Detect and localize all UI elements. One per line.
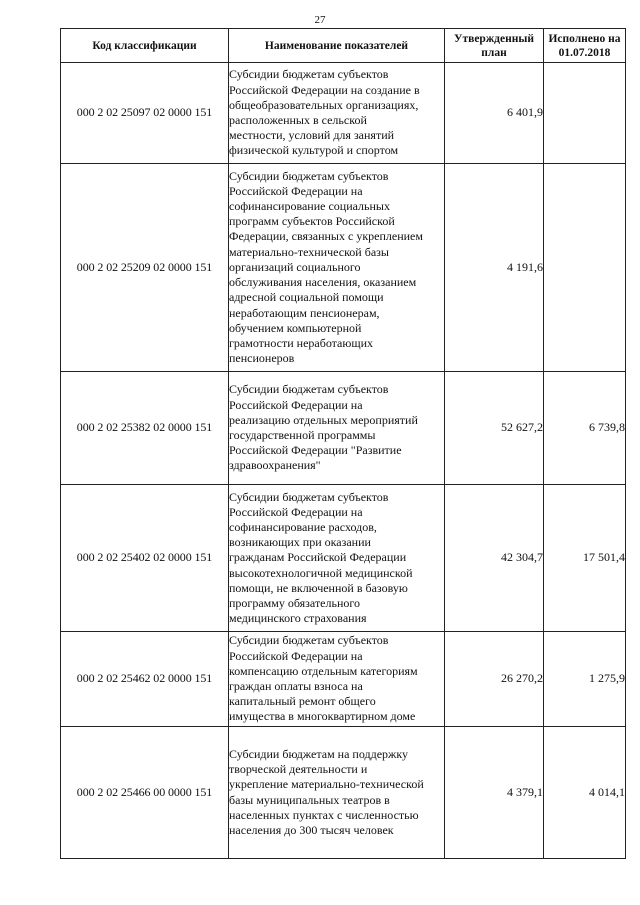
indicator-name-cell <box>229 63 445 164</box>
indicator-name-line: имущества в многоквартирном доме <box>229 709 416 724</box>
page-number: 27 <box>314 14 326 26</box>
approved-plan-cell: 4 379,1 <box>445 727 544 859</box>
approved-plan-cell: 6 401,9 <box>445 63 544 164</box>
indicator-name-line: творческой деятельности и <box>229 762 368 777</box>
indicator-name-line: медицинского страхования <box>229 611 367 626</box>
indicator-name-line: Российской Федерации на <box>229 397 363 412</box>
header-indicator-name: Наименование показателей <box>229 29 445 63</box>
indicator-name-cell <box>229 372 445 485</box>
indicator-name-line: софинансирование расходов, <box>229 519 377 534</box>
header-approved-plan: Утвержденный план <box>445 29 544 63</box>
indicator-name-line: Субсидии бюджетам субъектов <box>229 67 389 82</box>
indicator-name-line: высокотехнологичной медицинской <box>229 565 413 580</box>
executed-cell: 4 014,1 <box>544 727 626 859</box>
indicator-name-line: Федерации, связанных с укреплением <box>229 229 423 244</box>
executed-cell <box>544 164 626 372</box>
classification-code-cell: 000 2 02 25466 00 0000 151 <box>61 727 229 859</box>
table-row <box>61 372 626 485</box>
indicator-name-line: софинансирование социальных <box>229 199 390 214</box>
indicator-name-line: помощи, не включенной в базовую <box>229 580 408 595</box>
indicator-name-line: Субсидии бюджетам субъектов <box>229 489 389 504</box>
indicator-name-line: государственной программы <box>229 428 376 442</box>
classification-code-cell: 000 2 02 25382 02 0000 151 <box>61 372 229 485</box>
indicator-name-line: расположенных в сельской <box>229 113 367 127</box>
indicator-name-line: Российской Федерации на создание в <box>229 82 420 97</box>
indicator-name-line: пенсионеров <box>229 351 295 366</box>
approved-plan-cell: 26 270,2 <box>445 632 544 727</box>
executed-cell <box>544 63 626 164</box>
indicator-name-line: обслуживания населения, оказанием <box>229 275 417 290</box>
approved-plan-cell: 42 304,7 <box>445 485 544 632</box>
header-row <box>61 29 626 63</box>
indicator-name-line: местности, условий для занятий <box>229 128 395 143</box>
indicator-name-cell <box>229 485 445 632</box>
classification-code-cell: 000 2 02 25209 02 0000 151 <box>61 164 229 372</box>
indicator-name-line: укрепление материально-технической <box>229 777 424 792</box>
indicator-name-cell <box>229 164 445 372</box>
indicator-name-line: Российской Федерации на <box>229 183 363 198</box>
table-row <box>61 164 626 372</box>
indicator-name-line: Субсидии бюджетам субъектов <box>229 168 389 183</box>
approved-plan-cell: 4 191,6 <box>445 164 544 372</box>
classification-code-cell: 000 2 02 25097 02 0000 151 <box>61 63 229 164</box>
indicator-name-line: Субсидии бюджетам на поддержку <box>229 746 408 761</box>
indicator-name-line: Субсидии бюджетам субъектов <box>229 633 389 648</box>
header-executed: Исполнено на 01.07.2018 <box>544 29 626 63</box>
approved-plan-cell: 52 627,2 <box>445 372 544 485</box>
indicator-name-line: общеобразовательных организациях, <box>229 97 419 112</box>
indicator-name-line: организаций социального <box>229 259 361 274</box>
indicator-name-line: граждан оплаты взноса на <box>229 679 363 693</box>
indicator-name-line: Российской Федерации на <box>229 648 363 663</box>
budget-table <box>60 28 626 859</box>
executed-cell: 1 275,9 <box>544 632 626 727</box>
indicator-name-line: населения до 300 тысяч человек <box>229 822 394 837</box>
indicator-name-line: Российской Федерации "Развитие <box>229 443 402 458</box>
indicator-name-line: населенных пунктах с численностью <box>229 807 419 822</box>
indicator-name-line: неработающим пенсионерам, <box>229 305 380 320</box>
indicator-name-line: базы муниципальных театров в <box>229 792 390 807</box>
indicator-name-line: программу обязательного <box>229 596 361 610</box>
indicator-name-line: компенсацию отдельным категориям <box>229 663 418 678</box>
table-row <box>61 485 626 632</box>
indicator-name-line: Субсидии бюджетам субъектов <box>229 382 389 397</box>
table-row <box>61 727 626 859</box>
table-row <box>61 63 626 164</box>
indicator-name-line: здравоохранения" <box>229 458 321 473</box>
indicator-name-line: капитальный ремонт общего <box>229 694 376 709</box>
classification-code-cell: 000 2 02 25402 02 0000 151 <box>61 485 229 632</box>
indicator-name-line: программ субъектов Российской <box>229 214 395 229</box>
indicator-name-line: возникающих при оказании <box>229 535 371 550</box>
indicator-name-line: гражданам Российской Федерации <box>229 550 407 565</box>
indicator-name-line: Российской Федерации на <box>229 504 363 519</box>
classification-code-cell: 000 2 02 25462 02 0000 151 <box>61 632 229 727</box>
header-classification-code: Код классификации <box>61 29 229 63</box>
executed-cell: 17 501,4 <box>544 485 626 632</box>
table-body <box>61 63 626 859</box>
indicator-name-line: обучением компьютерной <box>229 320 362 335</box>
indicator-name-line: адресной социальной помощи <box>229 290 384 305</box>
indicator-name-line: грамотности неработающих <box>229 335 374 350</box>
table-header <box>61 29 626 63</box>
table-row <box>61 632 626 727</box>
indicator-name-line: материально-технической базы <box>229 244 389 259</box>
indicator-name-line: реализацию отдельных мероприятий <box>229 412 418 427</box>
executed-cell: 6 739,8 <box>544 372 626 485</box>
indicator-name-cell <box>229 632 445 727</box>
indicator-name-cell <box>229 727 445 859</box>
indicator-name-line: физической культурой и спортом <box>229 143 399 158</box>
